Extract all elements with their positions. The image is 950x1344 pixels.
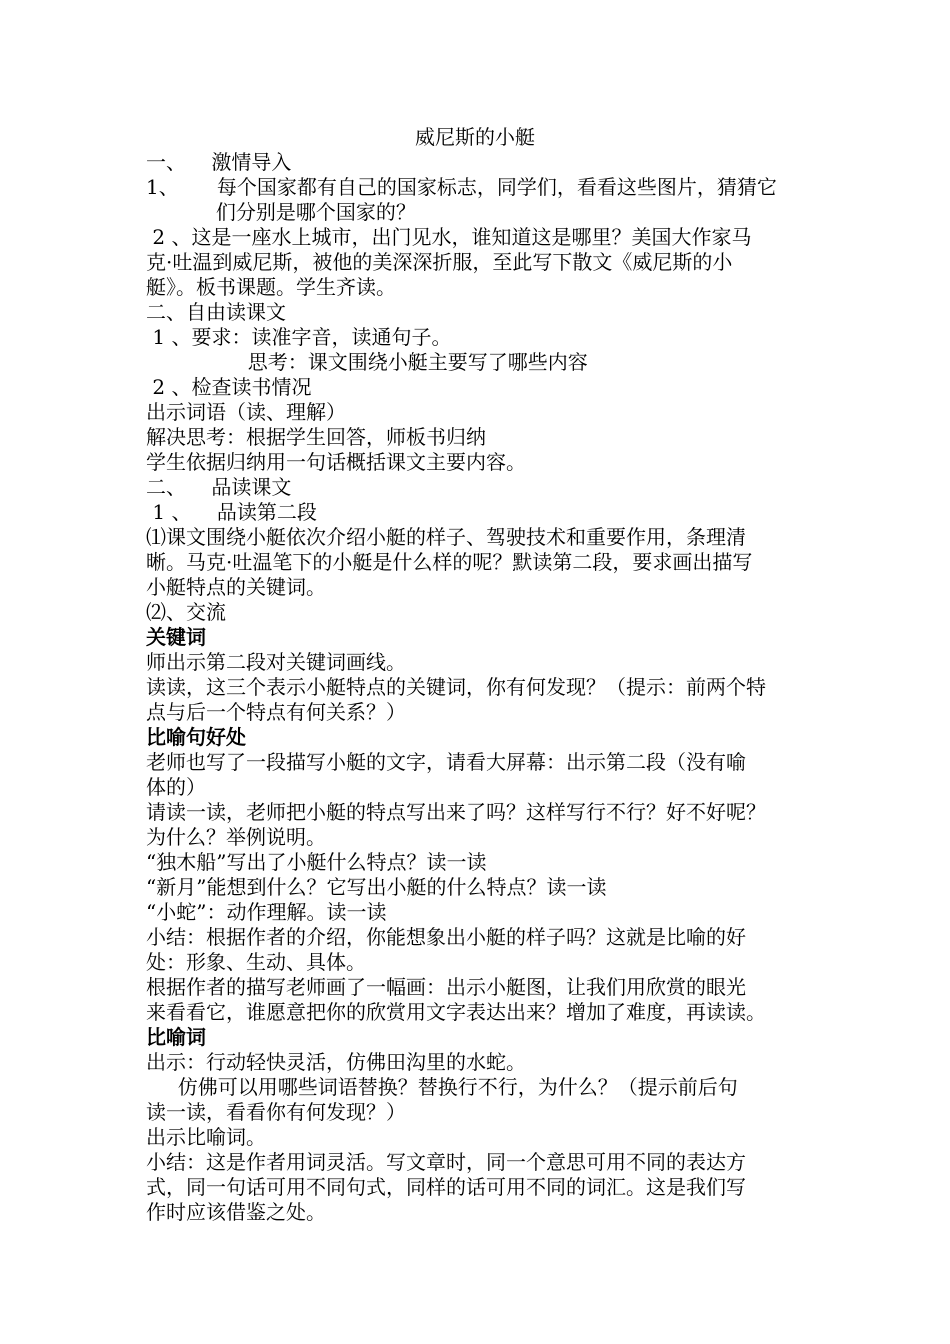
text-line: 克·吐温到威尼斯，被他的美深深折服，至此写下散文《威尼斯的小 (146, 250, 733, 274)
section-heading-1: 一、 激情导入 (146, 150, 292, 174)
text-line: 出示词语（读、理解） (146, 400, 346, 424)
text-line: 2 、检查读书情况 (146, 375, 312, 399)
text-line: 师出示第二段对关键词画线。 (146, 650, 406, 674)
text-line: 学生依据归纳用一句话概括课文主要内容。 (146, 450, 526, 474)
subheading-metaphor-benefits: 比喻句好处 (146, 725, 246, 749)
text-line: 来看看它，谁愿意把你的欣赏用文字表达出来？增加了难度，再读读。 (146, 1000, 766, 1024)
text-line: 艇》。板书课题。学生齐读。 (146, 275, 396, 299)
text-line: 式，同一句话可用不同句式，同样的话可用不同的词汇。这是我们写 (146, 1175, 746, 1199)
text-line: 晰。马克·吐温笔下的小艇是什么样的呢？默读第二段，要求画出描写 (146, 550, 753, 574)
text-line: 们分别是哪个国家的？ (146, 200, 416, 224)
text-line: 出示比喻词。 (146, 1125, 266, 1149)
text-line: 读读，这三个表示小艇特点的关键词，你有何发现？（提示：前两个特 (146, 675, 766, 699)
section-heading-3: 二、 品读课文 (146, 475, 292, 499)
text-line: 2 、这是一座水上城市，出门见水，谁知道这是哪里？美国大作家马 (146, 225, 752, 249)
text-line: 小结：根据作者的介绍，你能想象出小艇的样子吗？这就是比喻的好 (146, 925, 746, 949)
text-line: 仿佛可以用哪些词语替换？替换行不行，为什么？（提示前后句 (146, 1075, 738, 1099)
text-line: 读一读，看看你有何发现？） (146, 1100, 406, 1124)
text-line: 老师也写了一段描写小艇的文字，请看大屏幕：出示第二段（没有喻 (146, 750, 746, 774)
text-line: 处：形象、生动、具体。 (146, 950, 366, 974)
subheading-metaphor-words: 比喻词 (146, 1025, 206, 1049)
text-line: 根据作者的描写老师画了一幅画：出示小艇图，让我们用欣赏的眼光 (146, 975, 746, 999)
section-heading-2: 二、自由读课文 (146, 300, 286, 324)
text-line: ⑵、交流 (146, 600, 226, 624)
text-line: “新月”能想到什么？它写出小艇的什么特点？读一读 (146, 875, 607, 899)
text-line: ⑴课文围绕小艇依次介绍小艇的样子、驾驶技术和重要作用，条理清 (146, 525, 746, 549)
text-line: 小结：这是作者用词灵活。写文章时，同一个意思可用不同的表达方 (146, 1150, 746, 1174)
text-line: 体的） (146, 775, 206, 799)
text-line: 作时应该借鉴之处。 (146, 1200, 326, 1224)
text-line: 1 、要求：读准字音，读通句子。 (146, 325, 452, 349)
subheading-keywords: 关键词 (146, 625, 206, 649)
text-line: “小蛇”：动作理解。读一读 (146, 900, 387, 924)
text-line: 点与后一个特点有何关系？） (146, 700, 406, 724)
text-line: 解决思考：根据学生回答，师板书归纳 (146, 425, 486, 449)
text-line: 1 、 品读第二段 (146, 500, 317, 524)
text-line: “独木船”写出了小艇什么特点？读一读 (146, 850, 487, 874)
text-line: 小艇特点的关键词。 (146, 575, 326, 599)
text-line: 请读一读，老师把小艇的特点写出来了吗？这样写行不行？好不好呢？ (146, 800, 766, 824)
page-title: 威尼斯的小艇 (415, 125, 535, 149)
text-line: 出示：行动轻快灵活，仿佛田沟里的水蛇。 (146, 1050, 526, 1074)
text-line: 为什么？举例说明。 (146, 825, 326, 849)
text-line: 1、 每个国家都有自己的国家标志，同学们，看看这些图片，猜猜它 (146, 175, 777, 199)
text-line: 思考：课文围绕小艇主要写了哪些内容 (146, 350, 588, 374)
